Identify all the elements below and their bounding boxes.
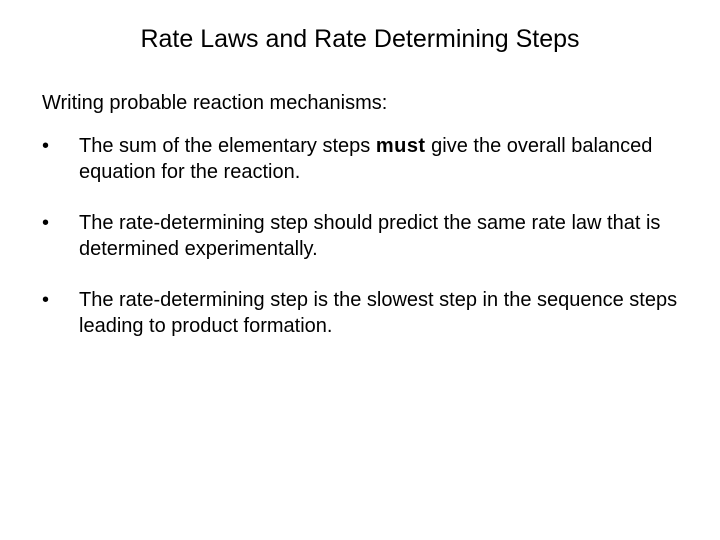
bullet-item <box>42 210 692 262</box>
bullet-text-part: The sum of the elementary steps <box>79 135 376 157</box>
intro-text: Writing probable reaction mechanisms: <box>42 92 388 114</box>
bullet-text <box>79 287 692 339</box>
bullet-text-part: The rate-determining step is the slowest step in the sequence steps leading to product formation. <box>79 289 678 337</box>
bullet-text-part: The rate-determining step should predict the same rate law that is determined experimentally. <box>79 212 661 260</box>
bullet-list <box>42 133 692 364</box>
bullet-item <box>42 133 692 185</box>
bullet-emphasis: must <box>375 135 426 157</box>
bullet-text-part: give the overall balanced equation for the reaction. <box>79 135 653 183</box>
bullet-marker-icon: • <box>42 135 50 157</box>
bullet-marker-icon: • <box>42 212 50 234</box>
bullet-text <box>79 133 692 185</box>
slide-title: Rate Laws and Rate Determining Steps <box>140 25 580 53</box>
bullet-item <box>42 287 692 339</box>
bullet-text <box>79 210 692 262</box>
bullet-marker-icon: • <box>42 289 50 311</box>
